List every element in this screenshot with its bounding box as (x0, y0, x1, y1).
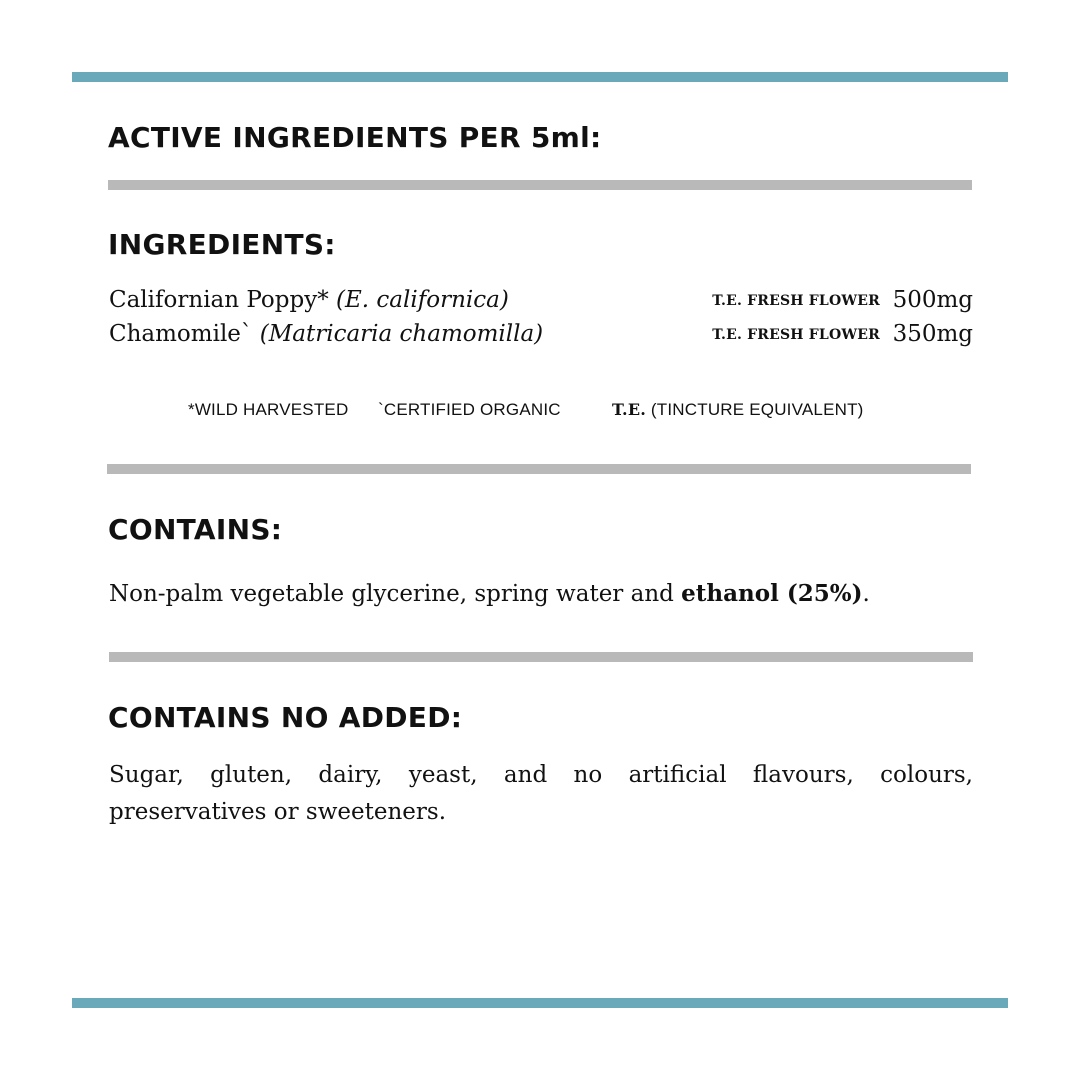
bottom-accent-rule (72, 998, 1008, 1008)
ingredient-te-label: T.E. FRESH FLOWER (712, 327, 880, 343)
legend-certified-organic: `CERTIFIED ORGANIC (378, 400, 561, 419)
ingredient-amount: 500mg (892, 287, 973, 313)
active-ingredients-heading: ACTIVE INGREDIENTS PER 5ml: (108, 121, 602, 154)
ingredients-heading: INGREDIENTS: (108, 228, 336, 261)
contains-no-added-text: Sugar, gluten, dairy, yeast, and no artificial flavours, colours, preservatives or sweeteners. (109, 762, 973, 825)
legend-te-abbr: T.E. (612, 400, 646, 419)
ingredient-row-poppy (109, 287, 973, 321)
contains-no-added-heading: CONTAINS NO ADDED: (108, 701, 463, 734)
ethanol-highlight: ethanol (25%) (681, 580, 863, 607)
legend-tincture-equivalent (612, 400, 864, 420)
legend-wild-harvested: *WILD HARVESTED (188, 400, 349, 419)
legend-te-text: (TINCTURE EQUIVALENT) (650, 400, 864, 419)
ingredient-row-chamomile (109, 321, 973, 355)
divider-3 (109, 652, 973, 662)
contains-heading: CONTAINS: (108, 513, 283, 546)
top-accent-rule (72, 72, 1008, 82)
divider-2 (107, 464, 971, 474)
ingredient-name: Chamomile` (Matricaria chamomilla) (109, 321, 544, 347)
ingredient-amount: 350mg (892, 321, 973, 347)
ingredient-name: Californian Poppy* (E. californica) (109, 287, 509, 313)
contains-text: Non-palm vegetable glycerine, spring water and ethanol (25%). (109, 580, 870, 607)
divider-1 (108, 180, 972, 190)
ingredient-te-label: T.E. FRESH FLOWER (712, 293, 880, 309)
